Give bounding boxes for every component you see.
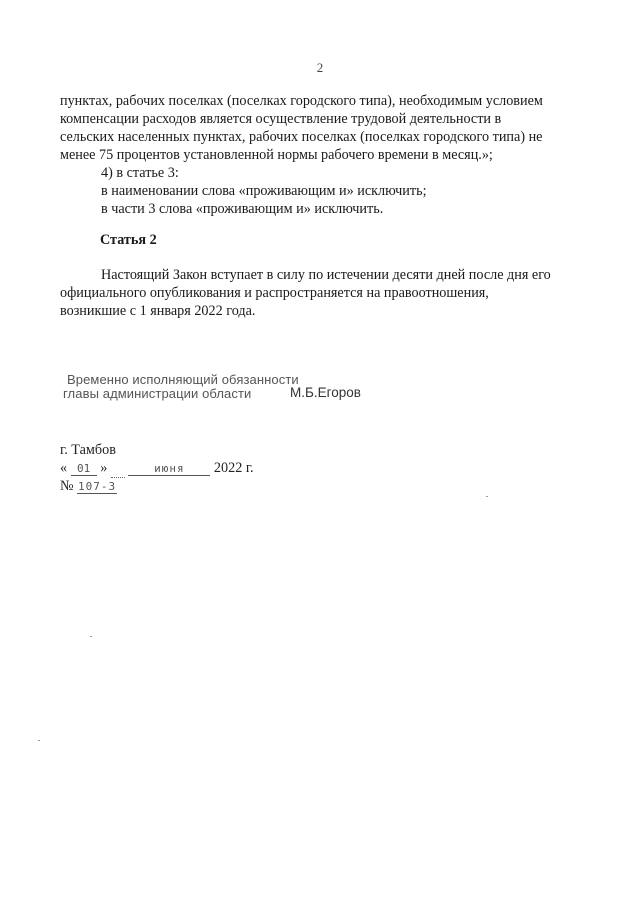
date-open-quote: « [60,460,68,476]
law-number: 107-З [78,480,117,493]
signatory-name: М.Б.Егоров [290,385,361,400]
amendment-list [60,164,584,218]
date-close-quote: » [100,460,108,476]
city: г. Тамбов [60,442,116,458]
date-year: 2022 г. [213,460,254,476]
text-line: официального опубликования и распространяется на правоотношения, [60,285,489,301]
date-blank [111,460,125,478]
date-day: 01 [71,462,97,476]
continuation-paragraph [60,92,584,164]
sub-item-name: в наименовании слова «проживающим и» исключить; [101,183,427,199]
text-line: Настоящий Закон вступает в силу по истечении десяти дней после дня его [101,267,551,283]
text-line: сельских населенных пунктах, рабочих поселках (поселках городского типа) не [60,129,543,145]
signatory-title-line1: Временно исполняющий обязанности [67,372,299,387]
text-line: пунктах, рабочих поселках (поселках городского типа), необходимым условием [60,93,543,109]
page-number: 2 [316,60,324,75]
date-line [60,460,254,478]
text-line: возникшие с 1 января 2022 года. [60,303,256,319]
scan-speck [38,740,40,741]
sub-item-part3: в части 3 слова «проживающим и» исключить. [101,201,384,217]
date-month: июня [128,462,210,476]
text-line: компенсации расходов является осуществление трудовой деятельности в [60,111,502,127]
number-sign: № [60,478,74,494]
scan-speck [486,496,488,497]
article-2-paragraph [60,266,584,320]
item-4: 4) в статье 3: [101,165,179,181]
law-number-line [60,478,117,495]
article-2-heading: Статья 2 [100,232,157,248]
scan-speck [90,636,92,637]
text-line: менее 75 процентов установленной нормы рабочего времени в месяц.»; [60,147,493,163]
signatory-title-line2: главы администрации области [63,386,252,401]
